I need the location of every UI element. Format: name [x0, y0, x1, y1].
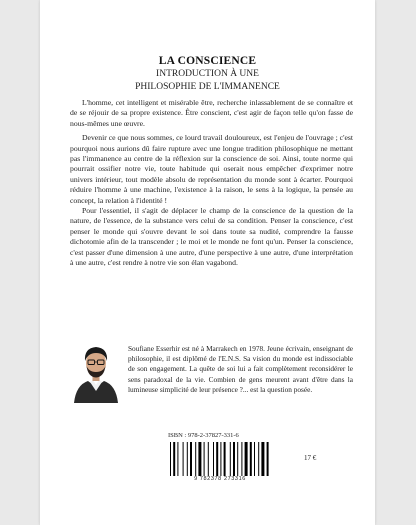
back-cover	[40, 0, 375, 525]
book-subtitle-line-2: PHILOSOPHIE DE L'IMMANENCE	[135, 82, 280, 92]
price: 17 €	[304, 454, 317, 462]
blurb-paragraph: Devenir ce que nous sommes, ce lourd travail douloureux, est l'enjeu de l'ouvrage ; c'est pourquoi nous aurions dû faire rupture avec une longue tradition philosophique ne mettant pas l'immanence au centre de la réflexion sur la conscience de soi. Ainsi, toute norme qui pourrait ossifier notre vie, toute habitude qui oserait nous empêcher d'exprimer notre univers intérieur, tout modèle absolu de représentation du monde sont à écarter. Pourquoi réduire l'homme à une machine, l'existence à la raison, le sens à la logique, la pensée au concept, la relation à l'identité !	[70, 133, 353, 205]
title-block	[40, 55, 375, 93]
isbn: ISBN : 978-2-37827-331-6	[168, 432, 239, 439]
blurb	[70, 98, 353, 269]
blurb-paragraph: Pour l'essentiel, il s'agit de déplacer le champ de la conscience de la question de la nature, de l'essence, de la substance vers celui de sa condition. Penser la conscience, c'est penser le monde qui s'ouvre devant le soi dans toute sa nudité, comprendre la fausse dichotomie afin de la transcender ; le moi et le monde ne font qu'un. Penser la conscience, c'est passer d'une dimension à une autre, d'une perspective à une autre, d'une interprétation à une autre, c'est rendre à notre vie son élan vagabond.	[70, 206, 353, 268]
author-section	[70, 344, 353, 400]
book-subtitle-line-1: INTRODUCTION À UNE	[156, 69, 259, 79]
author-photo	[70, 339, 122, 403]
book-title: LA CONSCIENCE	[158, 55, 257, 67]
barcode	[168, 442, 272, 476]
barcode-number: 9 782378 273316	[194, 476, 246, 482]
author-bio: Soufiane Esserhir est né à Marrakech en 1978. Jeune écrivain, enseignant de philosophie, il est diplômé de l'E.N.S. Sa vision du monde est indissociable de son engagement. La quête de soi lui a fait complètement reconsidérer le sens paradoxal de la vie. Combien de gens meurent avant d'être dans la lumineuse simplicité de leur présence ?... est la question posée.	[128, 344, 353, 394]
blurb-paragraph: L'homme, cet intelligent et misérable être, recherche inlassablement de se connaître et de se réjouir de sa propre existence. Être conscient, c'est agir de façon telle qu'on fasse de nous-mêmes une œuvre.	[70, 98, 353, 128]
